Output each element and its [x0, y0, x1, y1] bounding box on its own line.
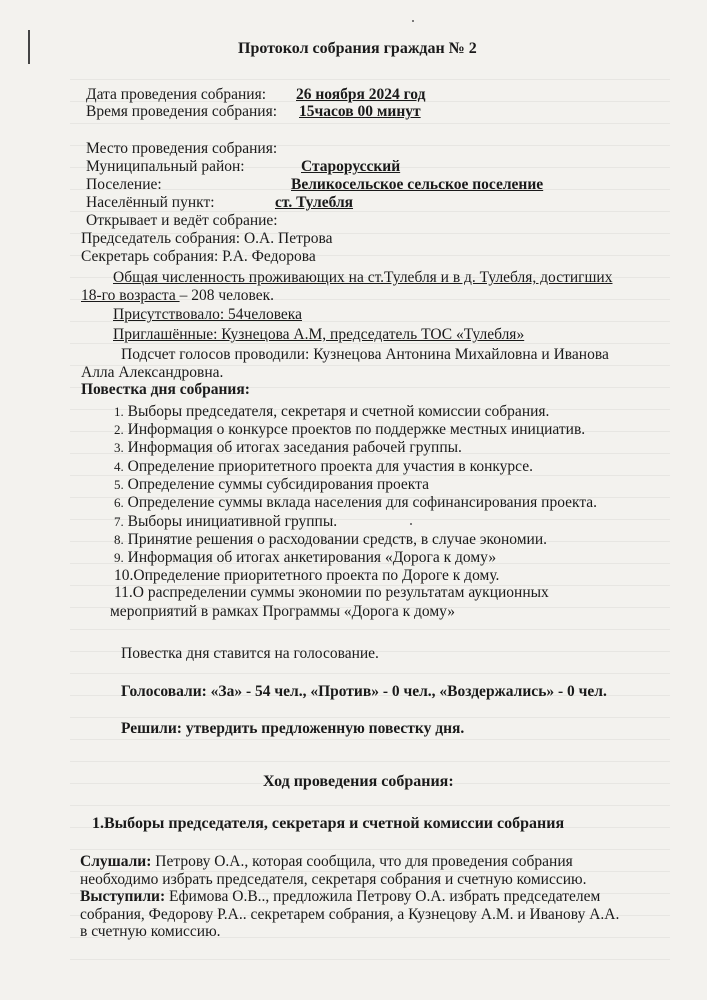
invited-line: Приглашённые: Кузнецова А.М, председатель ТОС «Тулебля» — [113, 326, 525, 343]
agenda-item-text: Информация об итогах заседания рабочей группы. — [127, 439, 462, 456]
agenda-item — [114, 421, 585, 439]
agenda-item-number: 3. — [114, 440, 124, 455]
spoke-line1 — [80, 888, 600, 906]
agenda-item-number: 7. — [114, 514, 124, 529]
agenda-item — [114, 549, 496, 567]
agenda-item-text: Определение суммы субсидирования проекта — [127, 476, 429, 493]
present-line: Присутствовало: 54человека — [113, 306, 302, 323]
time-label: Время проведения собрания: — [86, 103, 278, 120]
scan-dot — [410, 523, 412, 525]
heard-line2: необходимо избрать председателя, секретаря собрания и счетную комиссию. — [80, 871, 587, 888]
agenda-item-number: 2. — [114, 422, 124, 437]
agenda-item-number: 5. — [114, 477, 124, 492]
place-label: Место проведения собрания: — [86, 140, 278, 157]
agenda-heading: Повестка дня собрания: — [81, 381, 250, 398]
agenda-item — [114, 567, 499, 585]
heard-label: Слушали: — [80, 853, 152, 870]
document-title: Протокол собрания граждан № 2 — [238, 40, 477, 57]
agenda-item-number: 6. — [114, 495, 124, 510]
scan-dot — [412, 20, 414, 22]
chair-line: Председатель собрания: О.А. Петрова — [81, 230, 333, 247]
agenda-item — [114, 513, 337, 531]
opens-label: Открывает и ведёт собрание: — [86, 212, 278, 229]
agenda-item-text: Выборы председателя, секретаря и счетной комиссии собрания. — [127, 403, 550, 420]
agenda-item — [114, 476, 429, 494]
district-value: Старорусский — [301, 158, 401, 175]
date-value: 26 ноября 2024 год — [296, 86, 426, 103]
agenda-item-11-line2: мероприятий в рамках Программы «Дорога к дому» — [110, 603, 456, 620]
margin-mark — [28, 30, 30, 64]
secretary-line: Секретарь собрания: Р.А. Федорова — [81, 248, 316, 265]
agenda-item-text: Определение суммы вклада населения для софинансирования проекта. — [127, 494, 598, 511]
date-label: Дата проведения собрания: — [86, 86, 266, 103]
agenda-item-11-line1: 11.О распределении суммы экономии по результатам аукционных — [114, 584, 549, 601]
agenda-item-number: 1. — [114, 404, 124, 419]
agenda-item-number: 9. — [114, 550, 124, 565]
agenda-item-text: Принятие решения о расходовании средств, в случае экономии. — [127, 531, 548, 548]
population-age: 18-го возраста — [81, 287, 180, 304]
agenda-item — [114, 531, 547, 549]
agenda-item-number: 8. — [114, 532, 124, 547]
time-value: 15часов 00 минут — [299, 103, 421, 120]
proceedings-heading: Ход проведения собрания: — [263, 773, 454, 790]
spoke-text: Ефимова О.В.., предложила Петрову О.А. избрать председателем — [165, 888, 601, 905]
counting-line2: Алла Александровна. — [81, 364, 224, 381]
heard-text: Петрову О.А., которая сообщила, что для проведения собрания — [151, 853, 573, 870]
vote-intro: Повестка дня ставится на голосование. — [121, 645, 379, 662]
population-count: – 208 человек. — [179, 287, 275, 304]
agenda-item-number: 4. — [114, 459, 124, 474]
vote-result: Голосовали: «За» - 54 чел., «Против» - 0 чел., «Воздержались» - 0 чел. — [121, 683, 607, 700]
agenda-item-text: Определение приоритетного проекта для участия в конкурсе. — [127, 458, 533, 475]
spoke-label: Выступили: — [80, 888, 166, 905]
agenda-item — [114, 403, 549, 421]
heard-line1 — [80, 853, 573, 871]
agenda-item-text: Информация о конкурсе проектов по поддержке местных инициатив. — [127, 421, 586, 438]
settlement-label: Поселение: — [86, 176, 162, 193]
locality-value: ст. Тулебля — [275, 194, 354, 211]
section1-heading: 1.Выборы председателя, секретаря и счетной комиссии собрания — [92, 815, 565, 832]
population-line2 — [81, 287, 274, 305]
agenda-item-text: Информация об итогах анкетирования «Дорога к дому» — [127, 549, 497, 566]
agenda-item — [114, 494, 597, 512]
agenda-item — [114, 458, 533, 476]
district-label: Муниципальный район: — [86, 158, 245, 175]
agenda-item — [114, 439, 462, 457]
agenda-decision: Решили: утвердить предложенную повестку дня. — [121, 720, 465, 737]
agenda-item-text: Определение приоритетного проекта по Дороге к дому. — [133, 567, 500, 584]
agenda-item-text: Выборы инициативной группы. — [127, 513, 338, 530]
population-line1: Общая численность проживающих на ст.Тулебля и в д. Тулебля, достигших — [113, 269, 613, 286]
spoke-line3: в счетную комиссию. — [80, 923, 221, 940]
spoke-line2: собрания, Федорову Р.А.. секретарем собрания, а Кузнецову А.М. и Иванову А.А. — [80, 906, 620, 923]
locality-label: Населённый пункт: — [86, 194, 215, 211]
agenda-item-number: 10. — [114, 567, 134, 584]
settlement-value: Великосельское сельское поселение — [291, 176, 544, 193]
counting-line1: Подсчет голосов проводили: Кузнецова Антонина Михайловна и Иванова — [121, 346, 609, 363]
